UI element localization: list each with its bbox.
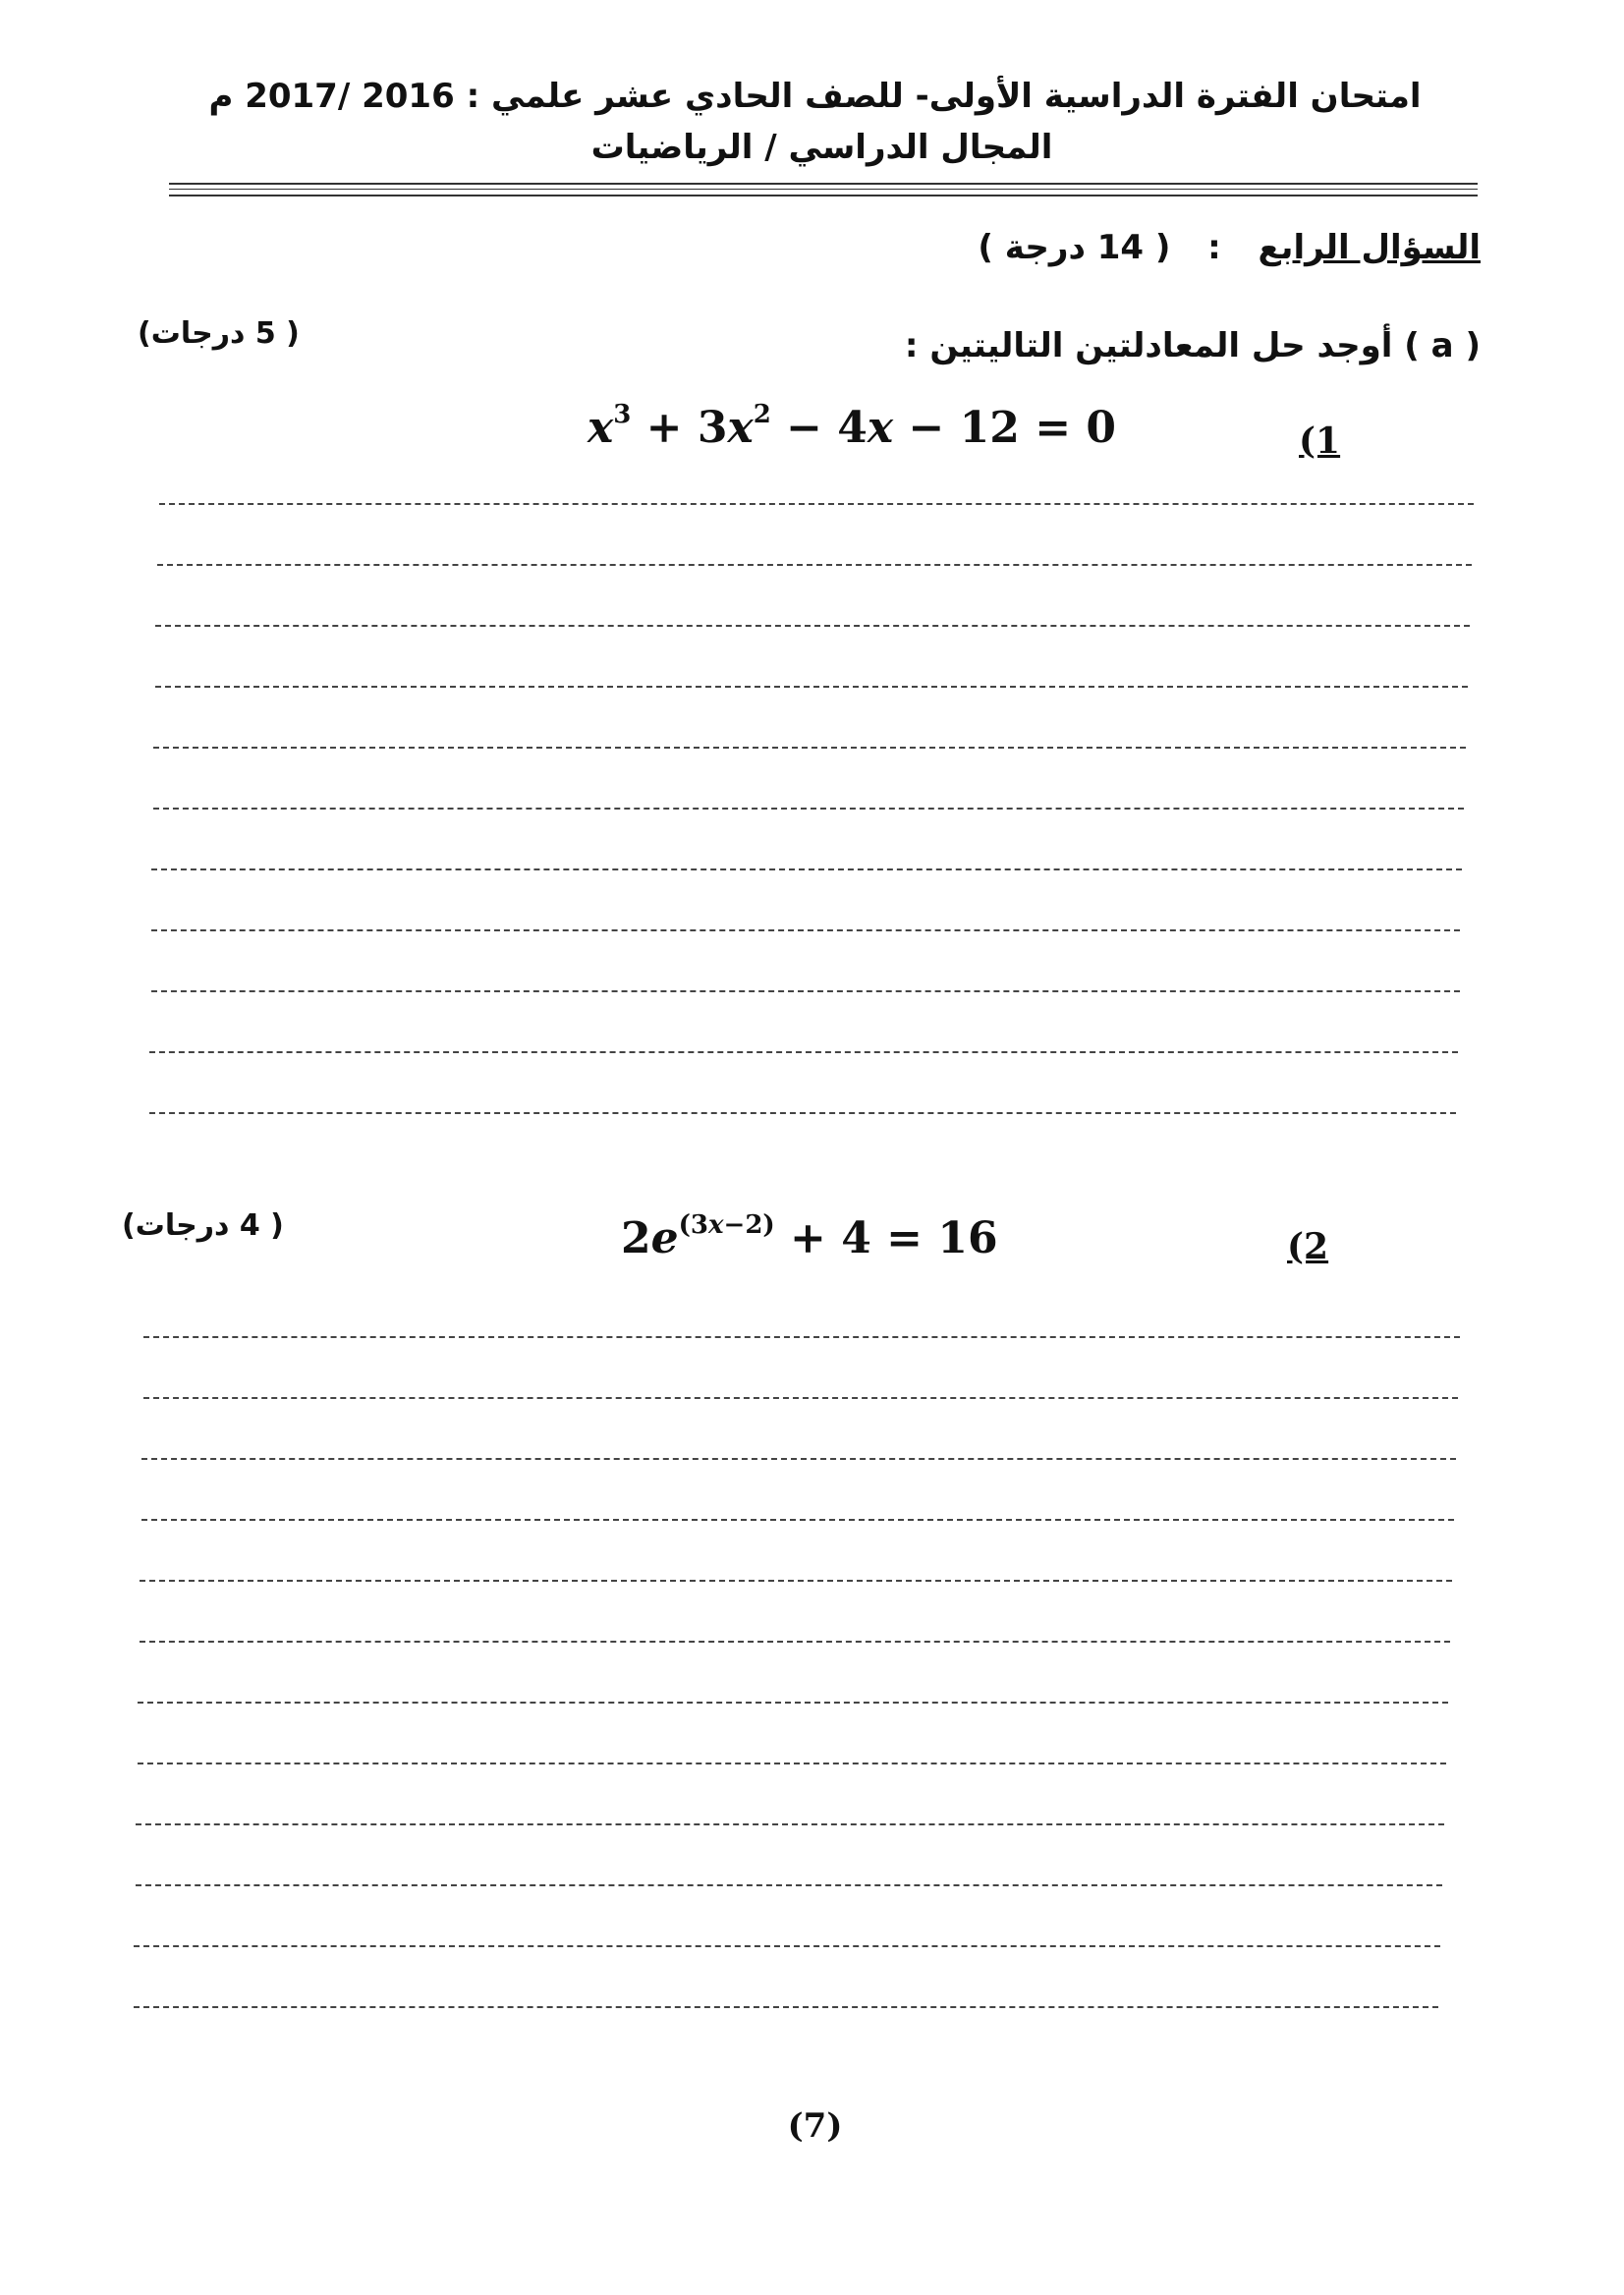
- answer-line[interactable]: [138, 1763, 1446, 1764]
- answer-line[interactable]: [138, 1702, 1448, 1704]
- answer-line[interactable]: [149, 1051, 1458, 1053]
- answer-line[interactable]: [134, 1945, 1440, 1947]
- answer-line[interactable]: [141, 1458, 1456, 1460]
- equation-1: $x^3 + 3x^2 - 4x - 12 = 0$: [588, 400, 1116, 453]
- subject-title: المجال الدراسي / الرياضيات: [590, 128, 1053, 167]
- answer-line[interactable]: [134, 2006, 1438, 2008]
- answer-line[interactable]: [151, 990, 1460, 992]
- answer-line[interactable]: [141, 1519, 1454, 1521]
- answer-line[interactable]: [151, 929, 1460, 931]
- item-1-marks: ( 5 درجات): [138, 316, 300, 351]
- header-divider: [169, 183, 1478, 185]
- item-2-number: (2: [1287, 1226, 1329, 1267]
- answer-line[interactable]: [151, 868, 1462, 870]
- question-marks: ( 14 درجة ): [978, 228, 1171, 267]
- answer-line[interactable]: [140, 1580, 1452, 1582]
- answer-line[interactable]: [143, 1336, 1460, 1338]
- answer-line[interactable]: [136, 1823, 1444, 1825]
- answer-line[interactable]: [153, 808, 1464, 810]
- question-label: السؤال الرابع: [1258, 228, 1481, 267]
- item-2-marks: ( 4 درجات): [122, 1208, 284, 1243]
- answer-line[interactable]: [159, 503, 1474, 505]
- question-colon: :: [1207, 228, 1221, 267]
- header-divider: [169, 189, 1478, 190]
- header-divider: [169, 195, 1478, 196]
- answer-line[interactable]: [149, 1112, 1456, 1114]
- question-heading: [978, 228, 1481, 267]
- answer-line[interactable]: [140, 1641, 1450, 1643]
- answer-line[interactable]: [155, 625, 1470, 627]
- page-number: (7): [787, 2106, 843, 2146]
- exam-title: امتحان الفترة الدراسية الأولى- للصف الحادي عشر علمي : 2016 /2017 م: [208, 77, 1422, 116]
- answer-line[interactable]: [136, 1884, 1442, 1886]
- answer-line[interactable]: [157, 564, 1472, 566]
- equation-2: $2e^{(3x-2)} + 4 = 16$: [621, 1210, 998, 1263]
- answer-line[interactable]: [153, 747, 1466, 749]
- answer-line[interactable]: [143, 1397, 1458, 1399]
- answer-line[interactable]: [155, 686, 1468, 688]
- part-a-instruction: ( a ) أوجد حل المعادلتين التاليتين :: [904, 326, 1481, 365]
- item-1-number: (1: [1299, 420, 1341, 462]
